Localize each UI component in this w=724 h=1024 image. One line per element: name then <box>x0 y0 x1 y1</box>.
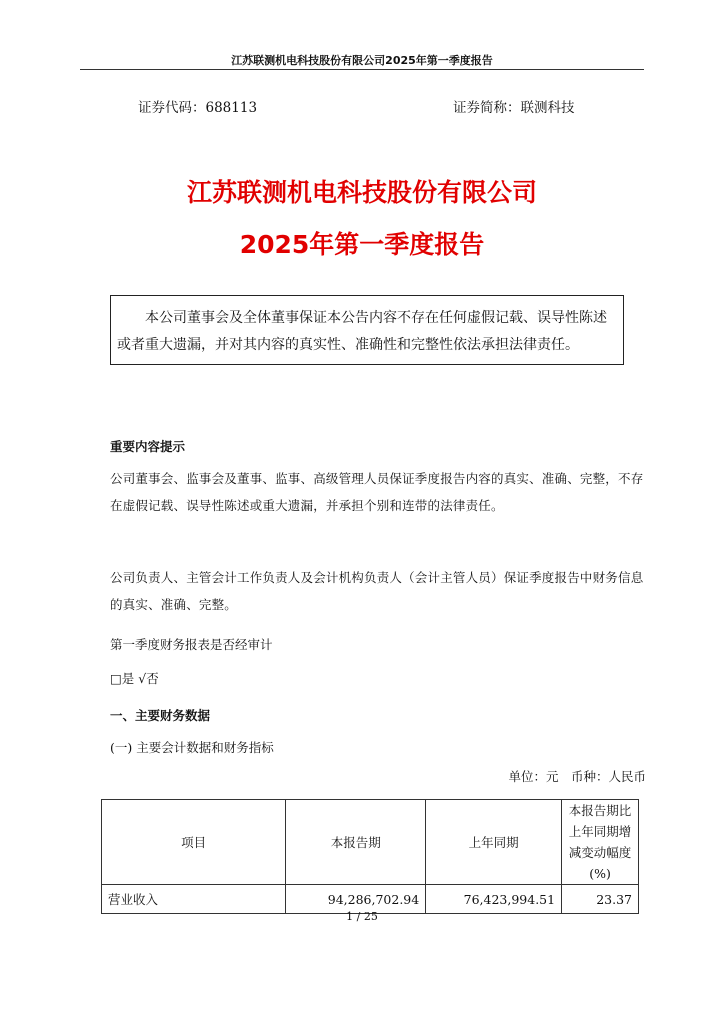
important-paragraph-1: 公司董事会、监事会及董事、监事、高级管理人员保证季度报告内容的真实、准确、完整，不存在虚假记载、误导性陈述或重大遗漏，并承担个别和连带的法律责任。 <box>110 471 644 513</box>
prior-period-value: 76,423,994.51 <box>426 885 562 914</box>
section-heading: 一、主要财务数据 <box>110 708 211 723</box>
column-header-current: 本报告期 <box>286 800 426 885</box>
audit-question: 第一季度财务报表是否经审计 <box>110 637 273 652</box>
page-number: 1 / 25 <box>346 910 378 923</box>
row-label: 营业收入 <box>102 885 286 914</box>
table-header-row <box>102 800 639 885</box>
sub-section-heading: (一) 主要会计数据和财务指标 <box>110 740 274 755</box>
report-title: 2025年第一季度报告 <box>239 230 485 259</box>
column-header-item: 项目 <box>102 800 286 885</box>
stock-abbreviation: 证券简称：联测科技 <box>453 100 575 116</box>
important-paragraph-2: 公司负责人、主管会计工作负责人及会计机构负责人（会计主管人员）保证季度报告中财务信息的真实、准确、完整。 <box>110 570 644 612</box>
column-header-prior: 上年同期 <box>426 800 562 885</box>
financial-data-table <box>101 799 639 914</box>
unit-currency-note: 单位：元 币种：人民币 <box>508 769 646 784</box>
company-title: 江苏联测机电科技股份有限公司 <box>186 178 537 207</box>
change-percent-value: 23.37 <box>562 885 639 914</box>
board-notice-box: 本公司董事会及全体董事保证本公告内容不存在任何虚假记载、误导性陈述或者重大遗漏，并对其内容的真实性、准确性和完整性依法承担法律责任。 <box>110 295 624 365</box>
current-period-value: 94,286,702.94 <box>286 885 426 914</box>
header-divider <box>80 69 644 70</box>
column-header-change: 本报告期比上年同期增减变动幅度(%) <box>562 800 639 885</box>
audit-answer: □是 √否 <box>110 671 159 686</box>
running-header: 江苏联测机电科技股份有限公司2025年第一季度报告 <box>231 54 493 67</box>
important-heading: 重要内容提示 <box>110 439 186 454</box>
stock-code: 证券代码：688113 <box>138 100 258 116</box>
